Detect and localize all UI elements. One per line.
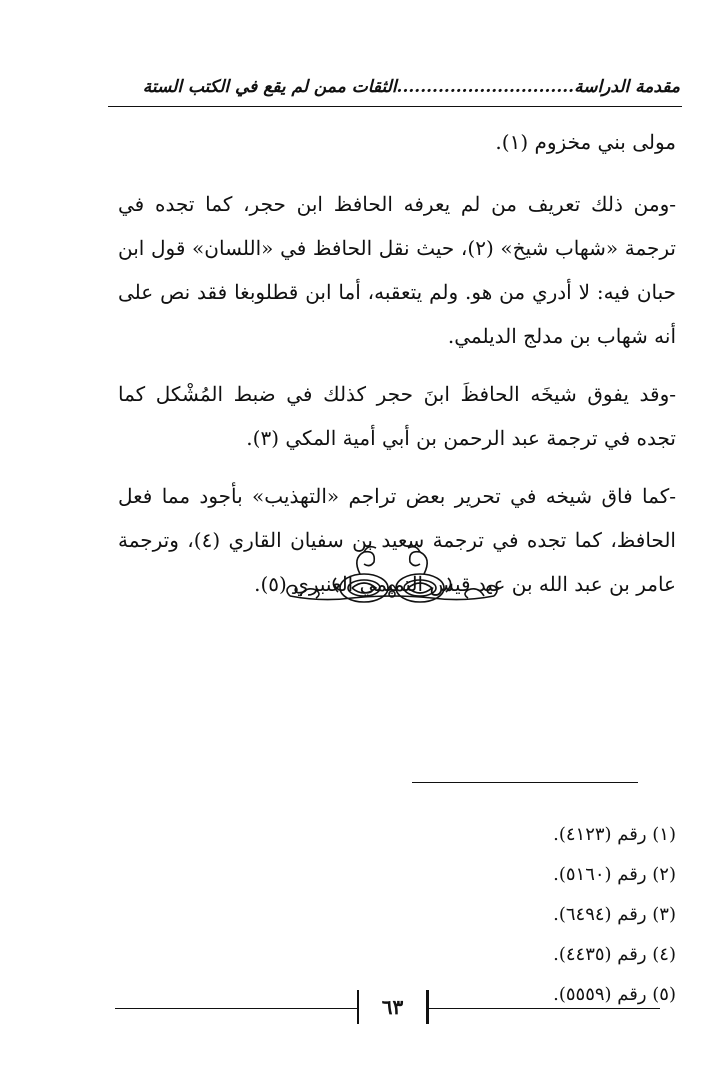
- paragraph: مولى بني مخزوم (١).: [495, 130, 676, 154]
- footnote-item: (٣) رقم (٦٤٩٤).: [553, 904, 676, 925]
- page-number: ٦٣: [357, 990, 429, 1024]
- decorative-ornament: [282, 540, 502, 610]
- paragraph: -كما فاق شيخه في تحرير بعض تراجم «التهذيب» بأجود مما فعل الحافظ، كما تجده في ترجمة سعيد بن سفيان القاري (٤)، وترجمة عامر بن عبد الله بن عبد قيس التميمي العنبري (٥).: [118, 484, 676, 596]
- running-header: مقدمة الدراسة..............................الثقات ممن لم يقع في الكتب الستة: [142, 77, 680, 97]
- footnotes-list: [400, 815, 676, 1015]
- header-divider: [108, 106, 682, 107]
- footnote-item: (٤) رقم (٤٤٣٥).: [553, 944, 676, 965]
- footnote-item: (٥) رقم (٥٥٥٩).: [553, 984, 676, 1005]
- footnote-item: (١) رقم (٤١٢٣).: [553, 824, 676, 845]
- paragraph: -ومن ذلك تعريف من لم يعرفه الحافظ ابن حجر، كما تجده في ترجمة «شهاب شيخ» (٢)، حيث نقل الحافظ في «اللسان» قول ابن حبان فيه: لا أدري من هو. ولم يتعقبه، أما ابن قطلوبغا فقد نص على أنه شهاب بن مدلج الديلمي.: [118, 192, 676, 348]
- paragraph: -وقد يفوق شيخَه الحافظَ ابنَ حجر كذلك في ضبط المُشْكل كما تجده في ترجمة عبد الرحمن بن أبي أمية المكي (٣).: [118, 382, 676, 450]
- footnote-divider: [412, 782, 638, 783]
- footnote-item: (٢) رقم (٥١٦٠).: [553, 864, 676, 885]
